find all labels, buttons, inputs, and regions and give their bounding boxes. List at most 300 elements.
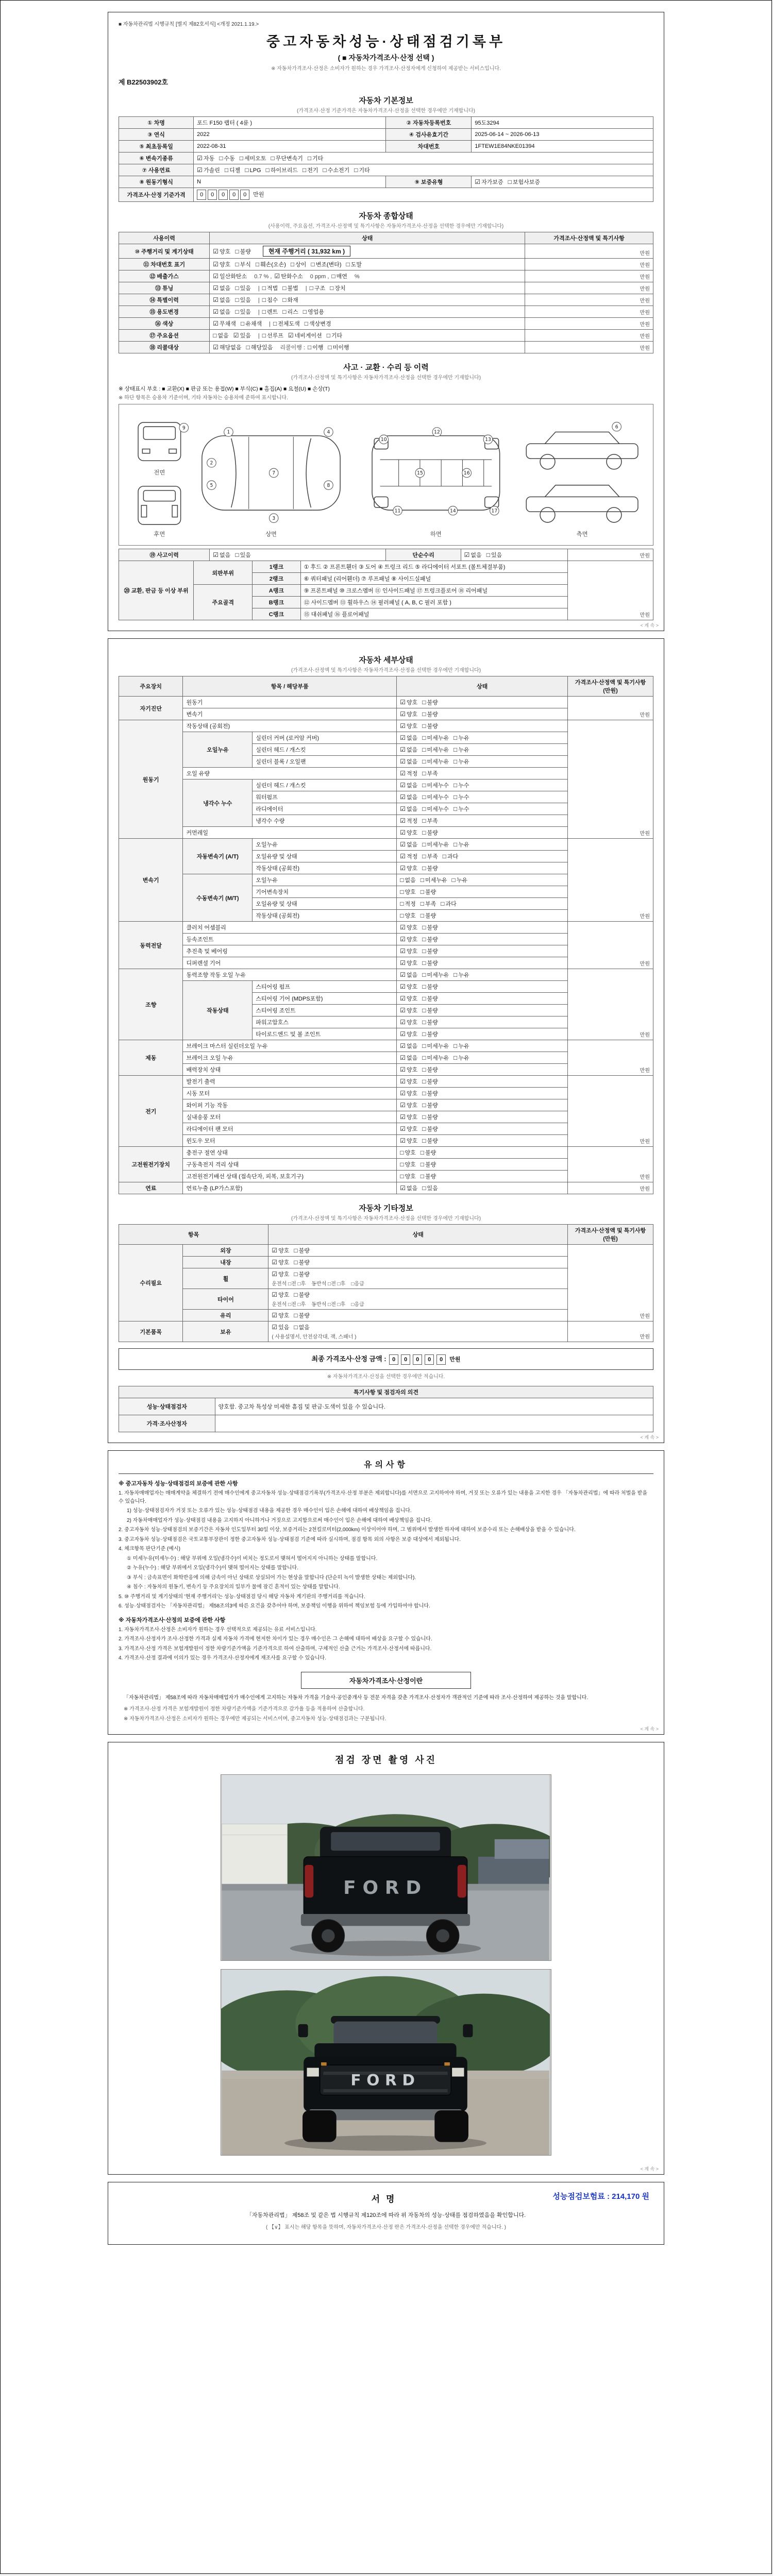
field-label: 수동변속기 (M/T) <box>183 874 253 922</box>
checkbox-checked[interactable] <box>197 166 220 174</box>
field-label: ⑯ 색상 <box>119 318 210 330</box>
checkbox-label: 불량 <box>425 1174 436 1180</box>
checkbox-label: 도말 <box>350 262 362 268</box>
checkbox-unchecked[interactable] <box>235 260 251 268</box>
checkbox-unchecked[interactable] <box>422 817 438 825</box>
item-cell: 등속조인트 <box>183 934 397 945</box>
checkbox-unchecked[interactable] <box>235 247 251 256</box>
checkbox-unchecked[interactable] <box>453 971 469 979</box>
table-row <box>119 318 653 330</box>
checkbox-label: 양호 <box>406 984 418 990</box>
column-header: 상태 <box>397 676 568 697</box>
checkbox-unchecked[interactable] <box>308 154 324 162</box>
checkbox-label: 미세누유 <box>427 747 449 753</box>
checkbox-unchecked[interactable] <box>452 876 468 884</box>
checkbox-unchecked[interactable] <box>422 994 438 1003</box>
item-cell: 동력조향 작동 오일 누유 <box>183 969 397 981</box>
checkbox-checked[interactable] <box>400 828 417 837</box>
checkbox-unchecked[interactable] <box>294 1270 310 1278</box>
checkbox-unchecked[interactable] <box>262 331 283 340</box>
checkbox-unchecked[interactable] <box>422 840 449 849</box>
checkbox-unchecked[interactable] <box>422 1054 449 1062</box>
checkbox-unchecked-icon: □ <box>422 865 426 872</box>
checkbox-unchecked[interactable] <box>422 1125 438 1133</box>
checkbox-unchecked[interactable] <box>282 308 298 316</box>
checkbox-unchecked[interactable] <box>235 308 251 316</box>
checkbox-unchecked[interactable] <box>453 805 469 813</box>
price-digits <box>194 188 653 202</box>
checkbox-unchecked[interactable] <box>453 757 469 766</box>
checkbox-unchecked[interactable] <box>422 971 449 979</box>
checkbox-label: 양호 <box>406 1114 418 1121</box>
checkbox-checked[interactable] <box>400 923 417 931</box>
checkbox-unchecked[interactable] <box>486 551 502 559</box>
checkbox-unchecked[interactable] <box>422 793 449 801</box>
table-row <box>119 1076 653 1088</box>
checkbox-checked[interactable] <box>400 1113 417 1121</box>
checkbox-checked[interactable] <box>400 698 417 706</box>
checkbox-unchecked-icon: □ <box>420 1149 424 1156</box>
checkbox-checked[interactable] <box>475 178 503 186</box>
checkbox-label: 미세누유 <box>427 972 449 978</box>
field-value: 95도3294 <box>472 117 653 129</box>
checkbox-unchecked[interactable] <box>330 284 346 292</box>
checkbox-unchecked[interactable] <box>422 745 449 754</box>
checkbox-unchecked[interactable] <box>422 1030 438 1038</box>
checkbox-unchecked[interactable] <box>422 1065 438 1074</box>
checkbox-checked[interactable] <box>400 722 417 730</box>
checkbox-unchecked[interactable] <box>421 876 447 884</box>
checkbox-label: 불량 <box>427 996 438 1002</box>
field-label: 가격·조사산정자 <box>119 1415 215 1432</box>
checkbox-unchecked[interactable] <box>453 734 469 742</box>
checkbox-unchecked[interactable] <box>346 260 362 268</box>
checkbox-checked[interactable] <box>400 817 417 825</box>
checkbox-checked[interactable] <box>213 247 230 256</box>
notice-body <box>119 1479 653 1663</box>
field-value <box>472 176 653 188</box>
field-label: 자기진단 <box>119 697 183 720</box>
checkbox-checked[interactable] <box>400 1137 417 1145</box>
checkbox-label: 양호 <box>406 948 418 955</box>
checkbox-unchecked[interactable] <box>421 888 436 896</box>
checkbox-unchecked-icon: □ <box>294 1312 298 1319</box>
field-label: ⑪ 차대번호 표기 <box>119 259 210 270</box>
checkbox-checked[interactable] <box>400 1089 417 1097</box>
field-label: ⑫ 배출가스 <box>119 270 210 282</box>
checkbox-label: 불량 <box>427 1079 438 1085</box>
checkbox-unchecked[interactable] <box>400 1148 416 1157</box>
checkbox-unchecked[interactable] <box>453 793 469 801</box>
status-cell <box>210 306 525 318</box>
status-cell <box>268 1321 568 1342</box>
checkbox-label: 기타 <box>312 156 324 162</box>
checkbox-unchecked[interactable] <box>400 900 416 908</box>
checkbox-unchecked[interactable] <box>225 166 241 174</box>
checkbox-label: 양호 <box>278 1292 290 1298</box>
price-cell: 만원 <box>568 1321 653 1342</box>
checkbox-checked-icon: ☑ <box>213 273 219 280</box>
checkbox-checked[interactable] <box>213 343 241 351</box>
panel-rank <box>119 561 653 620</box>
checkbox-unchecked[interactable] <box>271 154 303 162</box>
checkbox-checked-icon: ☑ <box>400 1184 406 1192</box>
checkbox-unchecked[interactable] <box>291 260 307 268</box>
checkbox-unchecked[interactable] <box>235 551 251 559</box>
checkbox-unchecked[interactable] <box>273 319 300 328</box>
table-row <box>119 330 653 342</box>
table-row <box>119 1321 653 1342</box>
checkbox-unchecked-icon: □ <box>453 841 458 848</box>
checkbox-checked[interactable] <box>400 982 417 991</box>
checkbox-unchecked[interactable] <box>422 852 438 860</box>
basic-info-note: (가격조사·산정 기준가격은 자동차가격조사·산정을 선택한 경우에만 기재합니다) <box>297 108 475 114</box>
checkbox-label: 없음 <box>217 333 229 339</box>
checkbox-unchecked[interactable] <box>305 319 331 328</box>
checkbox-checked[interactable] <box>400 1018 417 1026</box>
checkbox-checked[interactable] <box>213 272 247 280</box>
checkbox-checked[interactable] <box>213 260 230 268</box>
checkbox-unchecked[interactable] <box>421 900 436 908</box>
checkbox-unchecked[interactable] <box>256 260 286 268</box>
field-label: 가격조사·산정 기준가격 <box>119 188 194 202</box>
price-definition-note-2: ※ 자동차가격조사·산정은 소비자가 원하는 경우에만 제공되는 서비스이며, 중고자동차 성능·상태점검과는 구분됩니다. <box>124 1716 386 1722</box>
checkbox-label: 불량 <box>427 948 438 955</box>
svg-text:7: 7 <box>272 470 276 477</box>
checkbox-unchecked-icon: □ <box>422 1113 426 1121</box>
field-value: 2022 <box>194 129 386 141</box>
checkbox-unchecked-icon: □ <box>422 758 426 765</box>
checkbox-unchecked[interactable] <box>422 734 449 742</box>
checkbox-checked[interactable] <box>400 947 417 955</box>
checkbox-unchecked[interactable] <box>400 911 416 920</box>
checkbox-checked[interactable] <box>272 1258 289 1266</box>
checkbox-unchecked[interactable] <box>453 1054 469 1062</box>
checkbox-label: 양호 <box>278 1313 290 1319</box>
item-cell: 디퍼렌셜 기어 <box>183 957 397 969</box>
checkbox-unchecked[interactable] <box>508 178 540 186</box>
checkbox-unchecked[interactable] <box>453 840 469 849</box>
checkbox-unchecked[interactable] <box>422 710 438 718</box>
checkbox-unchecked[interactable] <box>400 1172 416 1180</box>
checkbox-unchecked[interactable] <box>422 805 449 813</box>
checkbox-unchecked[interactable] <box>294 1323 310 1331</box>
checkbox-unchecked-icon: □ <box>422 936 426 943</box>
checkbox-unchecked-icon: □ <box>240 320 245 327</box>
checkbox-checked[interactable] <box>272 1246 289 1255</box>
svg-text:8: 8 <box>327 482 330 488</box>
column-header: 항목 <box>119 1225 268 1245</box>
checkbox-label: 매연 <box>336 274 347 280</box>
checkbox-checked[interactable] <box>274 272 303 280</box>
checkbox-unchecked[interactable] <box>310 284 326 292</box>
checkbox-checked[interactable] <box>400 769 417 777</box>
checkbox-checked[interactable] <box>213 308 230 316</box>
checkbox-checked-icon: ☑ <box>400 853 406 860</box>
checkbox-unchecked[interactable] <box>262 308 278 316</box>
checkbox-checked[interactable] <box>272 1323 289 1331</box>
checkbox-unchecked[interactable] <box>213 331 229 340</box>
checkbox-unchecked[interactable] <box>262 284 278 292</box>
checkbox-unchecked[interactable] <box>421 911 436 920</box>
checkbox-unchecked[interactable] <box>422 864 438 872</box>
status-cell <box>397 720 568 732</box>
checkbox-checked[interactable] <box>400 864 417 872</box>
checkbox-unchecked[interactable] <box>422 1018 438 1026</box>
checkbox-unchecked-icon: □ <box>282 284 287 292</box>
item-cell: 브레이크 오일 누유 <box>183 1052 397 1064</box>
checkbox-unchecked[interactable] <box>323 166 350 174</box>
status-cell <box>397 756 568 768</box>
field-label: 보유 <box>183 1321 268 1342</box>
checkbox-checked[interactable] <box>400 1030 417 1038</box>
checkbox-checked[interactable] <box>400 1065 417 1074</box>
checkbox-unchecked[interactable] <box>422 769 438 777</box>
status-cell <box>397 1052 568 1064</box>
checkbox-unchecked[interactable] <box>282 284 298 292</box>
checkbox-unchecked[interactable] <box>422 947 438 955</box>
checkbox-unchecked-icon: □ <box>422 746 426 753</box>
checkbox-checked[interactable] <box>400 1054 417 1062</box>
checkbox-unchecked[interactable] <box>308 343 324 351</box>
checkbox-unchecked[interactable] <box>311 260 341 268</box>
checkbox-unchecked[interactable] <box>294 1311 310 1319</box>
checkbox-unchecked[interactable] <box>422 1089 438 1097</box>
checkbox-label: 있음 <box>240 552 251 558</box>
checkbox-checked[interactable] <box>400 757 417 766</box>
status-cell <box>397 934 568 945</box>
checkbox-label: 있음 <box>240 297 251 303</box>
checkbox-unchecked-icon: □ <box>235 551 239 558</box>
checkbox-unchecked[interactable] <box>303 308 324 316</box>
checkbox-checked[interactable] <box>400 805 417 813</box>
checkbox-checked[interactable] <box>400 1101 417 1109</box>
checkbox-unchecked[interactable] <box>246 343 273 351</box>
checkbox-unchecked[interactable] <box>294 1258 310 1266</box>
notice-title: 유의사항 <box>119 1458 653 1474</box>
checkbox-unchecked[interactable] <box>422 1184 438 1192</box>
inline-text: | <box>258 309 260 315</box>
checkbox-checked[interactable] <box>400 840 417 849</box>
item-cell: 작동상태 (공회전) <box>253 862 397 874</box>
status-cell <box>397 1064 568 1076</box>
checkbox-unchecked[interactable] <box>422 1042 449 1050</box>
checkbox-unchecked[interactable] <box>245 166 261 174</box>
checkbox-label: 양호 <box>406 960 418 967</box>
checkbox-unchecked[interactable] <box>219 154 235 162</box>
checkbox-unchecked[interactable] <box>422 828 438 837</box>
page-5 <box>108 2182 664 2245</box>
checkbox-unchecked[interactable] <box>303 166 318 174</box>
price-cell: 만원 <box>525 282 653 294</box>
checkbox-label: 불량 <box>427 711 438 718</box>
checkbox-checked[interactable] <box>400 710 417 718</box>
checkbox-unchecked[interactable] <box>422 1077 438 1086</box>
checkbox-label: 미세누유 <box>427 735 449 741</box>
svg-text:측면: 측면 <box>576 530 588 538</box>
checkbox-unchecked[interactable] <box>422 1006 438 1014</box>
item-cell: 발전기 출력 <box>183 1076 397 1088</box>
checkbox-checked[interactable] <box>213 551 230 559</box>
column-header: 상태 <box>268 1225 568 1245</box>
checkbox-checked[interactable] <box>400 959 417 967</box>
checkbox-unchecked[interactable] <box>453 781 469 789</box>
checkbox-checked-icon: ☑ <box>213 296 219 303</box>
checkbox-unchecked[interactable] <box>241 319 262 328</box>
checkbox-checked[interactable] <box>400 1125 417 1133</box>
checkbox-unchecked[interactable] <box>453 745 469 754</box>
checkbox-checked[interactable] <box>272 1291 289 1299</box>
table-row <box>119 969 653 981</box>
price-cell: 만원 <box>525 330 653 342</box>
checkbox-unchecked[interactable] <box>422 1101 438 1109</box>
checkbox-unchecked[interactable] <box>422 698 438 706</box>
checkbox-checked-icon: ☑ <box>400 1030 406 1038</box>
checkbox-checked[interactable] <box>400 781 417 789</box>
checkbox-checked[interactable] <box>400 994 417 1003</box>
checkbox-checked[interactable] <box>197 154 214 162</box>
checkbox-unchecked[interactable] <box>235 296 251 304</box>
price-cell: 만원 <box>568 1147 653 1182</box>
checkbox-label: 미세누유 <box>427 759 449 765</box>
checkbox-checked-icon: ☑ <box>400 1054 406 1061</box>
checkbox-label: 해당있음 <box>250 345 273 351</box>
field-label: 고전원전기장치 <box>119 1147 183 1182</box>
checkbox-checked[interactable] <box>400 971 417 979</box>
checkbox-unchecked[interactable] <box>400 888 416 896</box>
checkbox-label: 양호 <box>406 1020 418 1026</box>
checkbox-unchecked[interactable] <box>266 166 298 174</box>
checkbox-unchecked[interactable] <box>421 1148 436 1157</box>
checkbox-label: 하이브리드 <box>270 167 298 174</box>
checkbox-unchecked[interactable] <box>422 1137 438 1145</box>
checkbox-unchecked[interactable] <box>422 722 438 730</box>
field-label: 전기 <box>119 1076 183 1147</box>
checkbox-unchecked[interactable] <box>422 781 449 789</box>
table-row <box>119 1415 653 1432</box>
checkbox-checked[interactable] <box>272 1311 289 1319</box>
price-cell: 만원 <box>525 244 653 259</box>
checkbox-checked[interactable] <box>400 1042 417 1050</box>
checkbox-unchecked[interactable] <box>443 852 459 860</box>
checkbox-unchecked[interactable] <box>294 1246 310 1255</box>
checkbox-unchecked[interactable] <box>282 296 298 304</box>
checkbox-unchecked-icon: □ <box>422 983 426 990</box>
checkbox-checked[interactable] <box>400 935 417 943</box>
checkbox-unchecked-icon: □ <box>420 1173 424 1180</box>
checkbox-unchecked[interactable] <box>400 1160 416 1168</box>
checkbox-checked[interactable] <box>400 1184 417 1192</box>
continue-marker: < 계 속 > <box>640 623 659 628</box>
checkbox-unchecked-icon: □ <box>453 1042 458 1049</box>
field-label: ③ 연식 <box>119 129 194 141</box>
checkbox-label: 없음 <box>220 285 231 292</box>
svg-text:후면: 후면 <box>154 530 165 538</box>
overall-title: 자동차 종합상태 <box>359 212 413 221</box>
checkbox-checked[interactable] <box>400 734 417 742</box>
checkbox-unchecked[interactable] <box>262 296 278 304</box>
checkbox-checked[interactable] <box>464 551 482 559</box>
field-label: 2랭크 <box>253 573 300 585</box>
checkbox-unchecked[interactable] <box>453 1042 469 1050</box>
checkbox-unchecked[interactable] <box>294 1291 310 1299</box>
checkbox-checked[interactable] <box>400 745 417 754</box>
checkbox-checked[interactable] <box>213 319 236 328</box>
checkbox-unchecked-icon: □ <box>422 1066 426 1073</box>
notice-paragraph: 2. 가격조사·산정자가 조사·산정한 가격과 실제 자동차 가격에 현저한 차이가 있는 경우 매수인은 그 손해에 대하여 배상을 요구할 수 있습니다. <box>119 1636 432 1642</box>
checkbox-checked[interactable] <box>400 852 417 860</box>
checkbox-checked[interactable] <box>400 1077 417 1086</box>
rank-items: ⑫ 사이드멤버 ⑬ 휠하우스 ⑭ 필러패널 ( A, B, C 필러 포함 ) <box>300 597 568 608</box>
insurance-fee-value: 214,170 원 <box>612 2192 649 2201</box>
checkbox-unchecked[interactable] <box>235 284 251 292</box>
checkbox-checked[interactable] <box>288 331 322 340</box>
price-cell: 만원 <box>568 839 653 922</box>
price-definition-title: 자동차가격조사·산정이란 <box>301 1672 471 1689</box>
checkbox-label: 불량 <box>427 984 438 990</box>
rank-items: ⑥ 쿼터패널 (리어휀더) ⑦ 루프패널 ⑧ 사이드실패널 <box>300 573 568 585</box>
checkbox-label: 없음 <box>406 1185 418 1192</box>
checkbox-checked-icon: ☑ <box>400 1078 406 1085</box>
checkbox-label: 디젤 <box>229 167 241 174</box>
status-cell <box>268 1289 568 1310</box>
checkbox-unchecked[interactable] <box>422 935 438 943</box>
checkbox-unchecked[interactable] <box>422 923 438 931</box>
item-cell: 커먼레일 <box>183 827 397 839</box>
checkbox-label: 탄화수소 <box>281 274 303 280</box>
checkbox-unchecked[interactable] <box>422 1113 438 1121</box>
checkbox-label: 리스 <box>287 309 298 315</box>
status-cell <box>268 1245 568 1257</box>
checkbox-unchecked[interactable] <box>354 166 370 174</box>
checkbox-checked-icon: ☑ <box>272 1312 278 1319</box>
checkbox-checked[interactable] <box>213 296 230 304</box>
checkbox-unchecked[interactable] <box>422 959 438 967</box>
checkbox-unchecked[interactable] <box>400 876 416 884</box>
status-cell <box>210 244 525 259</box>
checkbox-unchecked[interactable] <box>331 272 347 280</box>
checkbox-label: 미세누유 <box>427 1055 449 1061</box>
field-label: 외장 <box>183 1245 268 1257</box>
checkbox-checked[interactable] <box>272 1270 289 1278</box>
field-value: 2025-06-14 ~ 2026-06-13 <box>472 129 653 141</box>
checkbox-unchecked[interactable] <box>421 1160 436 1168</box>
checkbox-unchecked[interactable] <box>422 982 438 991</box>
checkbox-label: 양호 <box>405 1174 416 1180</box>
checkbox-checked-icon: ☑ <box>400 1019 406 1026</box>
checkbox-checked[interactable] <box>400 1006 417 1014</box>
checkbox-unchecked[interactable] <box>327 331 343 340</box>
checkbox-unchecked[interactable] <box>441 900 457 908</box>
field-label: ⑳ 교환, 판금 등 이상 부위 <box>119 561 194 620</box>
checkbox-unchecked[interactable] <box>240 154 266 162</box>
checkbox-checked[interactable] <box>213 284 230 292</box>
svg-text:하면: 하면 <box>430 530 442 538</box>
checkbox-unchecked-icon: □ <box>453 793 458 801</box>
checkbox-checked[interactable] <box>400 793 417 801</box>
status-cell <box>397 839 568 851</box>
checkbox-checked[interactable] <box>233 331 251 340</box>
document-subtitle: ( ■ 자동차가격조사·산정 선택 ) <box>338 54 434 62</box>
basic-info-title: 자동차 기본정보 <box>359 96 413 105</box>
checkbox-unchecked[interactable] <box>328 343 349 351</box>
status-cell <box>397 1171 568 1182</box>
status-cell <box>397 1076 568 1088</box>
checkbox-label: 선루프 <box>266 333 283 339</box>
checkbox-unchecked-icon: □ <box>245 166 249 174</box>
checkbox-unchecked[interactable] <box>421 1172 436 1180</box>
checkbox-unchecked[interactable] <box>422 757 449 766</box>
